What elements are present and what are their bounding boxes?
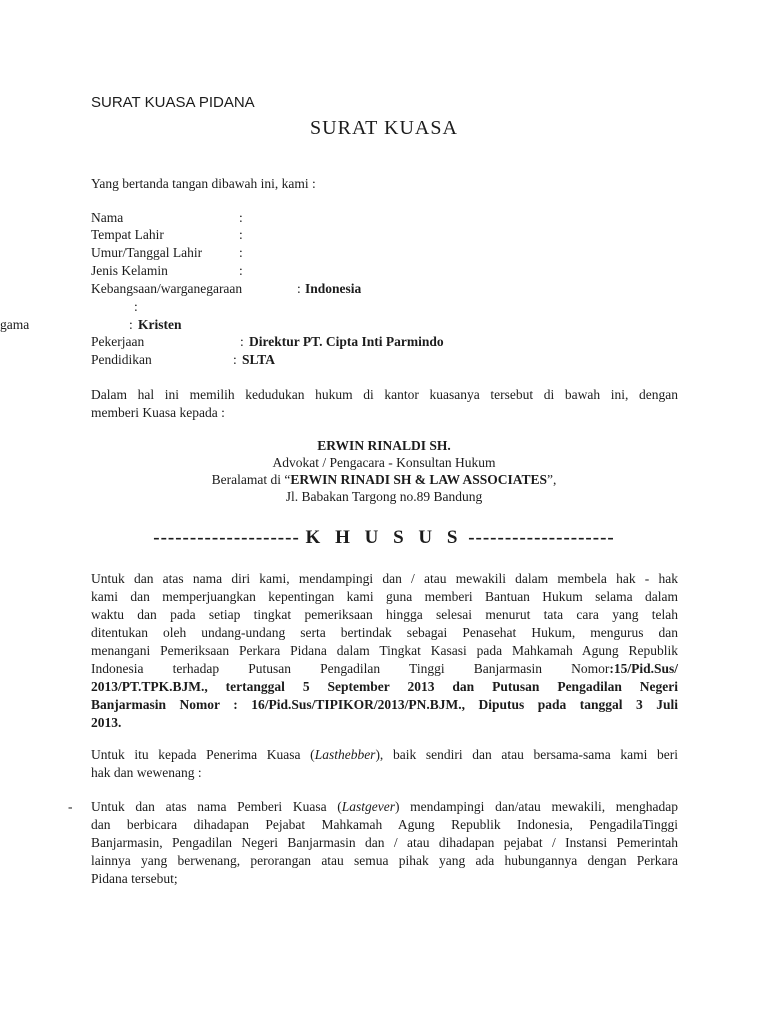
field-label-kebangsaan: Kebangsaan/warganegaraan: [91, 281, 243, 296]
position-paragraph: [91, 386, 678, 422]
field-sep-nama: :: [239, 210, 243, 225]
intro-text: Yang bertanda tangan dibawah ini, kami :: [91, 176, 316, 191]
lasthebber-term: Lasthebber: [314, 747, 376, 762]
field-label-nama: Nama: [91, 210, 124, 225]
authority-paragraph: [91, 746, 678, 782]
paragraph-segment: Indonesia terhadap Putusan Pengadilan Tinggi Banjarmasin Nomor: [91, 661, 610, 676]
paragraph-line: 2013.: [91, 715, 122, 730]
list-item: [91, 798, 678, 888]
paragraph-line: Dalam hal ini memilih kedudukan hukum di kantor kuasanya tersebut di bawah ini, dengan: [91, 387, 678, 402]
paragraph-line: kami dan memperjuangkan kepentingan kami guna memberi Bantuan Hukum selama dalam: [91, 589, 678, 604]
field-value-agama: Kristen: [138, 317, 182, 332]
field-value-pendidikan: SLTA: [242, 352, 276, 367]
paragraph-line: Banjarmasin Nomor : 16/Pid.Sus/TIPIKOR/2013/PN.BJM., Diputus pada tanggal 3 Juli: [91, 697, 678, 712]
main-paragraph: [91, 570, 678, 732]
field-label-jenis-kelamin: Jenis Kelamin: [91, 263, 168, 278]
paragraph-line: hak dan wewenang :: [91, 765, 202, 780]
document-type-heading: SURAT KUASA PIDANA: [91, 94, 255, 111]
field-sep-agama: :: [129, 317, 133, 332]
attorney-address: [0, 471, 768, 489]
paragraph-line: [91, 798, 678, 816]
paragraph-segment: ) mendampingi dan/atau mewakili, menghadap: [395, 799, 678, 814]
attorney-street: Jl. Babakan Targong no.89 Bandung: [285, 489, 483, 504]
lastgever-term: Lastgever: [341, 799, 395, 814]
khusus-word: [306, 527, 463, 548]
field-label-agama: gama: [0, 317, 30, 332]
list-bullet: -: [68, 799, 73, 814]
paragraph-line: memberi Kuasa kepada :: [91, 405, 225, 420]
khusus-dashes-left: --------------------: [153, 527, 300, 548]
paragraph-segment: ), baik sendiri dan atau bersama-sama kami beri: [375, 747, 678, 762]
field-value-pekerjaan: Direktur PT. Cipta Inti Parmindo: [249, 334, 444, 349]
paragraph-line: Pidana tersebut;: [91, 871, 178, 886]
field-value-kebangsaan: Indonesia: [305, 281, 362, 296]
paragraph-segment: Untuk itu kepada Penerima Kuasa (: [91, 747, 315, 762]
field-label-umur: Umur/Tanggal Lahir: [91, 245, 203, 260]
address-prefix: Beralamat di “: [211, 472, 291, 487]
field-sep-tempat-lahir: :: [239, 227, 243, 242]
attorney-role: Advokat / Pengacara - Konsultan Hukum: [272, 455, 496, 470]
paragraph-line: [91, 660, 678, 678]
field-sep-pendidikan: :: [233, 352, 237, 367]
field-label-tempat-lahir: Tempat Lahir: [91, 227, 164, 242]
paragraph-line: Untuk dan atas nama diri kami, mendampingi dan / atau mewakili dalam membela hak - hak: [91, 571, 678, 586]
field-label-pendidikan: Pendidikan: [91, 352, 152, 367]
stray-colon: :: [134, 299, 138, 314]
paragraph-line: 2013/PT.TPK.BJM., tertanggal 5 September 2013 dan Putusan Pengadilan Negeri: [91, 679, 678, 694]
attorney-name: ERWIN RINALDI SH.: [317, 438, 451, 453]
field-sep-jenis-kelamin: :: [239, 263, 243, 278]
field-sep-pekerjaan: :: [240, 334, 244, 349]
khusus-dashes-right: --------------------: [468, 527, 615, 548]
firm-name: ERWIN RINADI SH & LAW ASSOCIATES: [290, 472, 548, 487]
case-number-bold: :15/Pid.Sus/: [609, 661, 678, 676]
address-suffix: ”,: [547, 472, 557, 487]
paragraph-line: lainnya yang berwenang, perorangan atau semua pihak yang ada hubungannya dengan Perkara: [91, 853, 678, 868]
paragraph-line: dan berbicara dihadapan Pejabat Mahkamah Agung Republik Indonesia, PengadilaTinggi: [91, 817, 678, 832]
paragraph-line: menangani Pemeriksaan Perkara Pidana dalam Tingkat Kasasi pada Mahkamah Agung Republik: [91, 643, 678, 658]
khusus-letter: K H U S U S: [305, 527, 463, 548]
paragraph-line: waktu dan pada setiap tingkat pemeriksaan hingga selesai menurut tata cara yang telah: [91, 607, 678, 622]
field-sep-kebangsaan: :: [297, 281, 301, 296]
field-label-pekerjaan: Pekerjaan: [91, 334, 145, 349]
paragraph-line: ditentukan oleh undang-undang serta bertindak sebagai Penasehat Hukum, mengurus dan: [91, 625, 678, 640]
khusus-heading: [0, 527, 768, 549]
document-title: SURAT KUASA: [310, 117, 458, 139]
paragraph-line: Banjarmasin, Pengadilan Negeri Banjarmasin dan / atau dihadapan pejabat / Instansi Pemerintah: [91, 835, 678, 850]
paragraph-line: [91, 746, 678, 764]
field-sep-umur: :: [239, 245, 243, 260]
paragraph-segment: Untuk dan atas nama Pemberi Kuasa (: [91, 799, 342, 814]
